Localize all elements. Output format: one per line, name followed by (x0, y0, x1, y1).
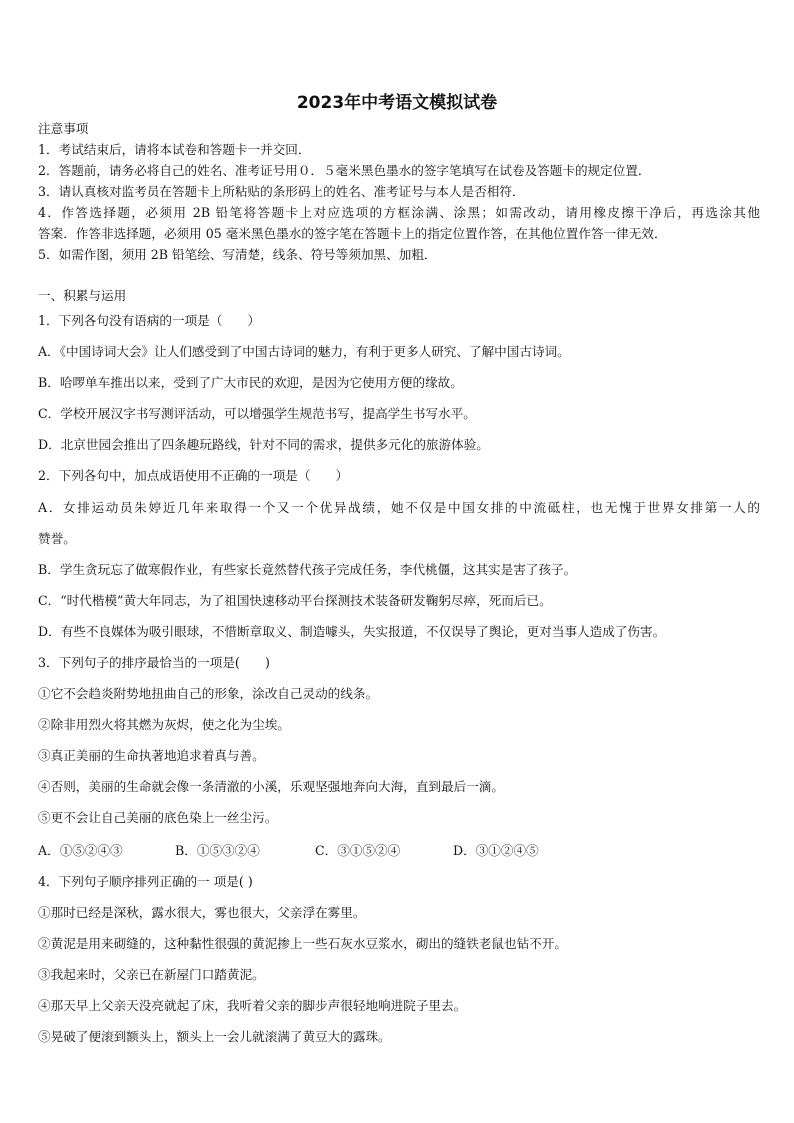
q3-sentence: ②除非用烈火将其燃为灰烬，使之化为尘埃。 (38, 717, 290, 732)
notice-item: 4．作答选择题，必须用 2B 铅笔将答题卡上对应选项的方框涂满、涂黑；如需改动，请用橡皮擦干净后，再选涂其他 (38, 205, 760, 220)
notice-item: 1．考试结束后，请将本试卷和答题卡一并交回． (38, 142, 311, 157)
q3-sentence: ①它不会趋炎附势地扭曲自己的形象，涂改自己灵动的线条。 (38, 686, 379, 701)
q1-option-a: A．《中国诗词大会》让人们感受到了中国古诗词的魅力，有利于更多人研究、了解中国古诗词。 (38, 344, 570, 359)
q3-choice-c: C．③①⑤②④ (315, 843, 401, 858)
notice-item: 答案．作答非选择题，必须用 05 毫米黑色墨水的签字笔在答题卡上的指定位置作答，在其他位置作答一律无效． (38, 226, 667, 241)
q2-option-a-cont: 赞誉。 (38, 531, 76, 546)
q3-choice-d: D．③①②④⑤ (453, 843, 539, 858)
q2-option-a: A．女排运动员朱婷近几年来取得一个又一个优异战绩，她不仅是中国女排的中流砥柱，也无愧于世界女排第一人的 (38, 500, 760, 515)
q3-choice-b: B．①⑤③②④ (175, 843, 260, 858)
question-stem-2: 2．下列各句中，加点成语使用不正确的一项是（ ） (38, 468, 349, 483)
notice-item: 2．答题前，请务必将自己的姓名、准考证号用０．５毫米黑色墨水的签字笔填写在试卷及答题卡的规定位置． (38, 163, 651, 178)
q3-choice-a: A．①⑤②④③ (38, 843, 123, 858)
question-stem-4: 4．下列句子顺序排列正确的一 项是( ) (38, 874, 253, 889)
section-heading: 一、积累与运用 (38, 288, 127, 303)
q4-sentence: ④那天早上父亲天没亮就起了床，我听着父亲的脚步声很轻地响进院子里去。 (38, 998, 467, 1013)
notice-item: 3．请认真核对监考员在答题卡上所粘贴的条形码上的姓名、准考证号与本人是否相符． (38, 184, 525, 199)
question-stem-1: 1．下列各句没有语病的一项是（ ） (38, 313, 261, 328)
notice-heading: 注意事项 (38, 121, 89, 136)
q4-sentence: ①那时已经是深秋，露水很大，雾也很大，父亲浮在雾里。 (38, 905, 366, 920)
q1-option-c: C．学校开展汉字书写测评活动，可以增强学生规范书写，提高学生书写水平。 (38, 406, 476, 421)
q3-sentence: ⑤更不会让自己美丽的底色染上一丝尘污。 (38, 810, 278, 825)
q3-sentence: ④否则，美丽的生命就会像一条清澈的小溪，乐观坚强地奔向大海，直到最后一滴。 (38, 779, 504, 794)
q2-option-c: C．“时代楷模”黄大年同志，为了祖国快速移动平台探测技术装备研发鞠躬尽瘁，死而后已。 (38, 593, 552, 608)
q1-option-d: D．北京世园会推出了四条趣玩路线，针对不同的需求，提供多元化的旅游体验。 (38, 437, 489, 452)
q3-sentence: ③真正美丽的生命执著地追求着真与善。 (38, 748, 265, 763)
q4-sentence: ⑤晃破了便滚到额头上，额头上一会儿就滚满了黄豆大的露珠。 (38, 1029, 391, 1044)
notice-item: 5．如需作图，须用 2B 铅笔绘、写清楚，线条、符号等须加黑、加粗． (38, 247, 437, 262)
q4-sentence: ②黄泥是用来砌缝的，这种黏性很强的黄泥掺上一些石灰水豆浆水，砌出的缝铁老鼠也钻不开。 (38, 936, 567, 951)
page-title: 2023年中考语文模拟试卷 (296, 93, 498, 113)
question-stem-3: 3．下列句子的排序最恰当的一项是( ) (38, 655, 270, 670)
q2-option-b: B．学生贪玩忘了做寒假作业，有些家长竟然替代孩子完成任务，李代桃僵，这其实是害了孩子。 (38, 562, 577, 577)
q3-choices (38, 843, 539, 859)
q1-option-b: B．哈啰单车推出以来，受到了广大市民的欢迎，是因为它使用方便的缘故。 (38, 375, 463, 390)
q4-sentence: ③我起来时，父亲已在新屋门口踏黄泥。 (38, 967, 265, 982)
q2-option-d: D．有些不良媒体为吸引眼球，不惜断章取义、制造噱头，失实报道，不仅误导了舆论，更对当事人造成了伤害。 (38, 624, 666, 639)
